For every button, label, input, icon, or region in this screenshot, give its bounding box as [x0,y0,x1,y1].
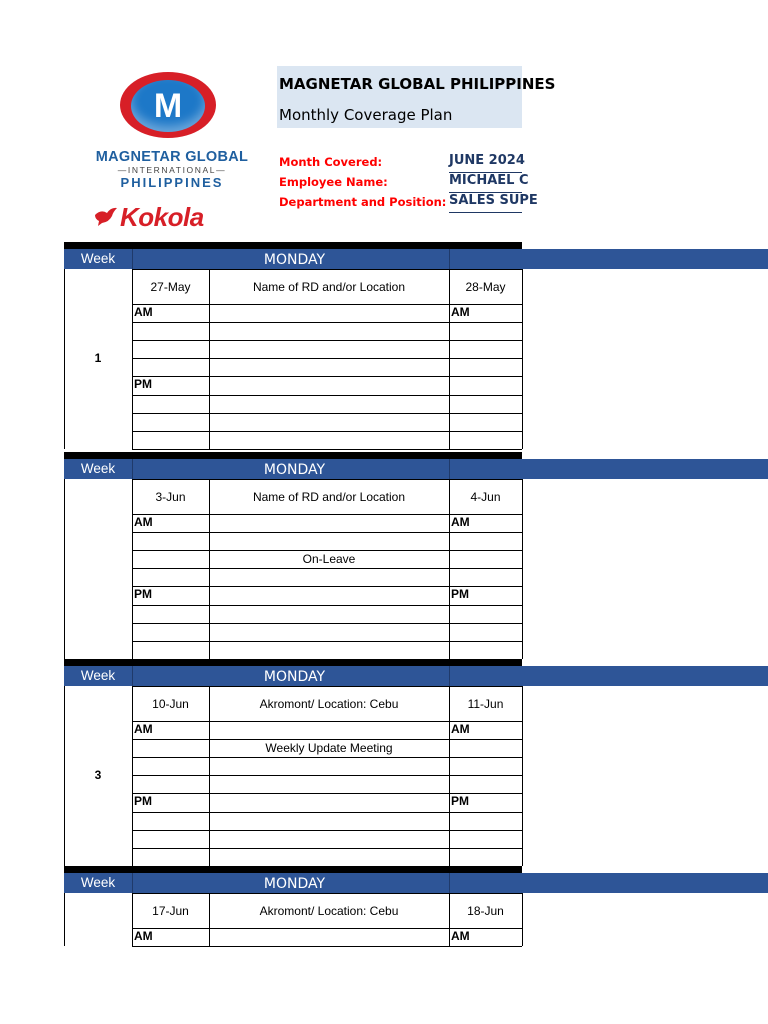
month-value[interactable]: JUNE 2024 [449,153,522,173]
grid-vline [522,479,523,659]
date-col2: 28-May [465,280,506,294]
week-label: Week [80,461,116,476]
week-separator [64,866,522,873]
week-label: Week [80,875,116,890]
grid-hline [132,395,522,396]
date-col1: 10-Jun [152,697,189,711]
month-label: Month Covered: [279,155,383,169]
day-label: MONDAY [263,669,326,685]
am-label: AM [134,305,153,319]
plan-title: Monthly Coverage Plan [279,106,453,124]
grid-hline [132,431,522,432]
grid-vline [209,893,210,946]
day-label: MONDAY [263,462,326,478]
week-label: Week [80,668,116,683]
am-label-col2: AM [451,929,470,943]
grid-hline [132,893,522,894]
grid-hline [132,686,522,687]
week-separator [64,452,522,459]
department-label: Department and Position: [279,195,447,209]
week-separator [64,659,522,666]
grid-hline [132,376,522,377]
band-divider [449,249,450,269]
pm-label: PM [134,587,152,602]
kokola-logo: Kokola [120,202,204,232]
pm-label: PM [134,377,152,392]
grid-hline [132,479,522,480]
grid-vline [64,893,65,946]
grid-hline [132,830,522,831]
grid-hline [132,568,522,569]
grid-vline [132,893,133,946]
grid-hline [132,812,522,813]
grid-vline [522,686,523,866]
grid-hline [132,775,522,776]
schedule-note[interactable]: On-Leave [302,552,356,567]
grid-hline [132,946,522,947]
week-number: 1 [94,350,102,365]
grid-hline [132,413,522,414]
employee-label: Employee Name: [279,175,388,189]
location-header[interactable]: Akromont/ Location: Cebu [259,697,399,711]
logo-brand-line2: —INTERNATIONAL— [117,165,227,175]
logo-letter: M [153,87,183,125]
pm-label-col2: PM [451,587,469,602]
date-col1: 3-Jun [155,490,186,504]
department-value[interactable]: SALES SUPE [449,193,522,213]
grid-hline [132,358,522,359]
am-label: AM [134,722,153,736]
grid-hline [132,848,522,849]
pm-label-col2: PM [451,794,469,809]
grid-vline [449,893,450,946]
day-label: MONDAY [263,876,326,892]
am-label-col2: AM [451,515,470,529]
dove-icon [93,205,119,227]
band-divider [449,666,450,686]
week-number: 3 [94,767,102,782]
am-label-col2: AM [451,722,470,736]
grid-hline [132,739,522,740]
employee-value[interactable]: MICHAEL C [449,173,522,193]
location-header[interactable]: Name of RD and/or Location [252,280,406,294]
grid-vline [522,269,523,449]
grid-vline [522,893,523,946]
logo-brand-line3: PHILIPPINES [120,175,224,190]
grid-hline [132,757,522,758]
grid-hline [132,605,522,606]
date-col2: 11-Jun [467,697,504,711]
am-label: AM [134,515,153,529]
location-header[interactable]: Akromont/ Location: Cebu [259,904,399,918]
band-divider [132,873,133,893]
band-divider [132,459,133,479]
band-divider [449,873,450,893]
date-col1: 27-May [150,280,191,294]
date-col1: 17-Jun [152,904,189,918]
grid-hline [132,641,522,642]
grid-hline [132,623,522,624]
grid-hline [132,340,522,341]
pm-label: PM [134,794,152,809]
grid-hline [132,269,522,270]
company-name: MAGNETAR GLOBAL PHILIPPINES [279,75,556,93]
schedule-note[interactable]: Weekly Update Meeting [265,741,393,756]
week-label: Week [80,251,116,266]
band-divider [132,666,133,686]
week-separator [64,242,522,249]
grid-vline [64,479,65,659]
grid-hline [132,449,522,450]
grid-hline [132,532,522,533]
band-divider [449,459,450,479]
logo-brand-line1: MAGNETAR GLOBAL [95,149,249,165]
grid-hline [132,322,522,323]
am-label: AM [134,929,153,943]
location-header[interactable]: Name of RD and/or Location [252,490,406,504]
grid-hline [132,550,522,551]
band-divider [132,249,133,269]
am-label-col2: AM [451,305,470,319]
date-col2: 4-Jun [470,490,501,504]
date-col2: 18-Jun [467,904,504,918]
day-label: MONDAY [263,252,326,268]
